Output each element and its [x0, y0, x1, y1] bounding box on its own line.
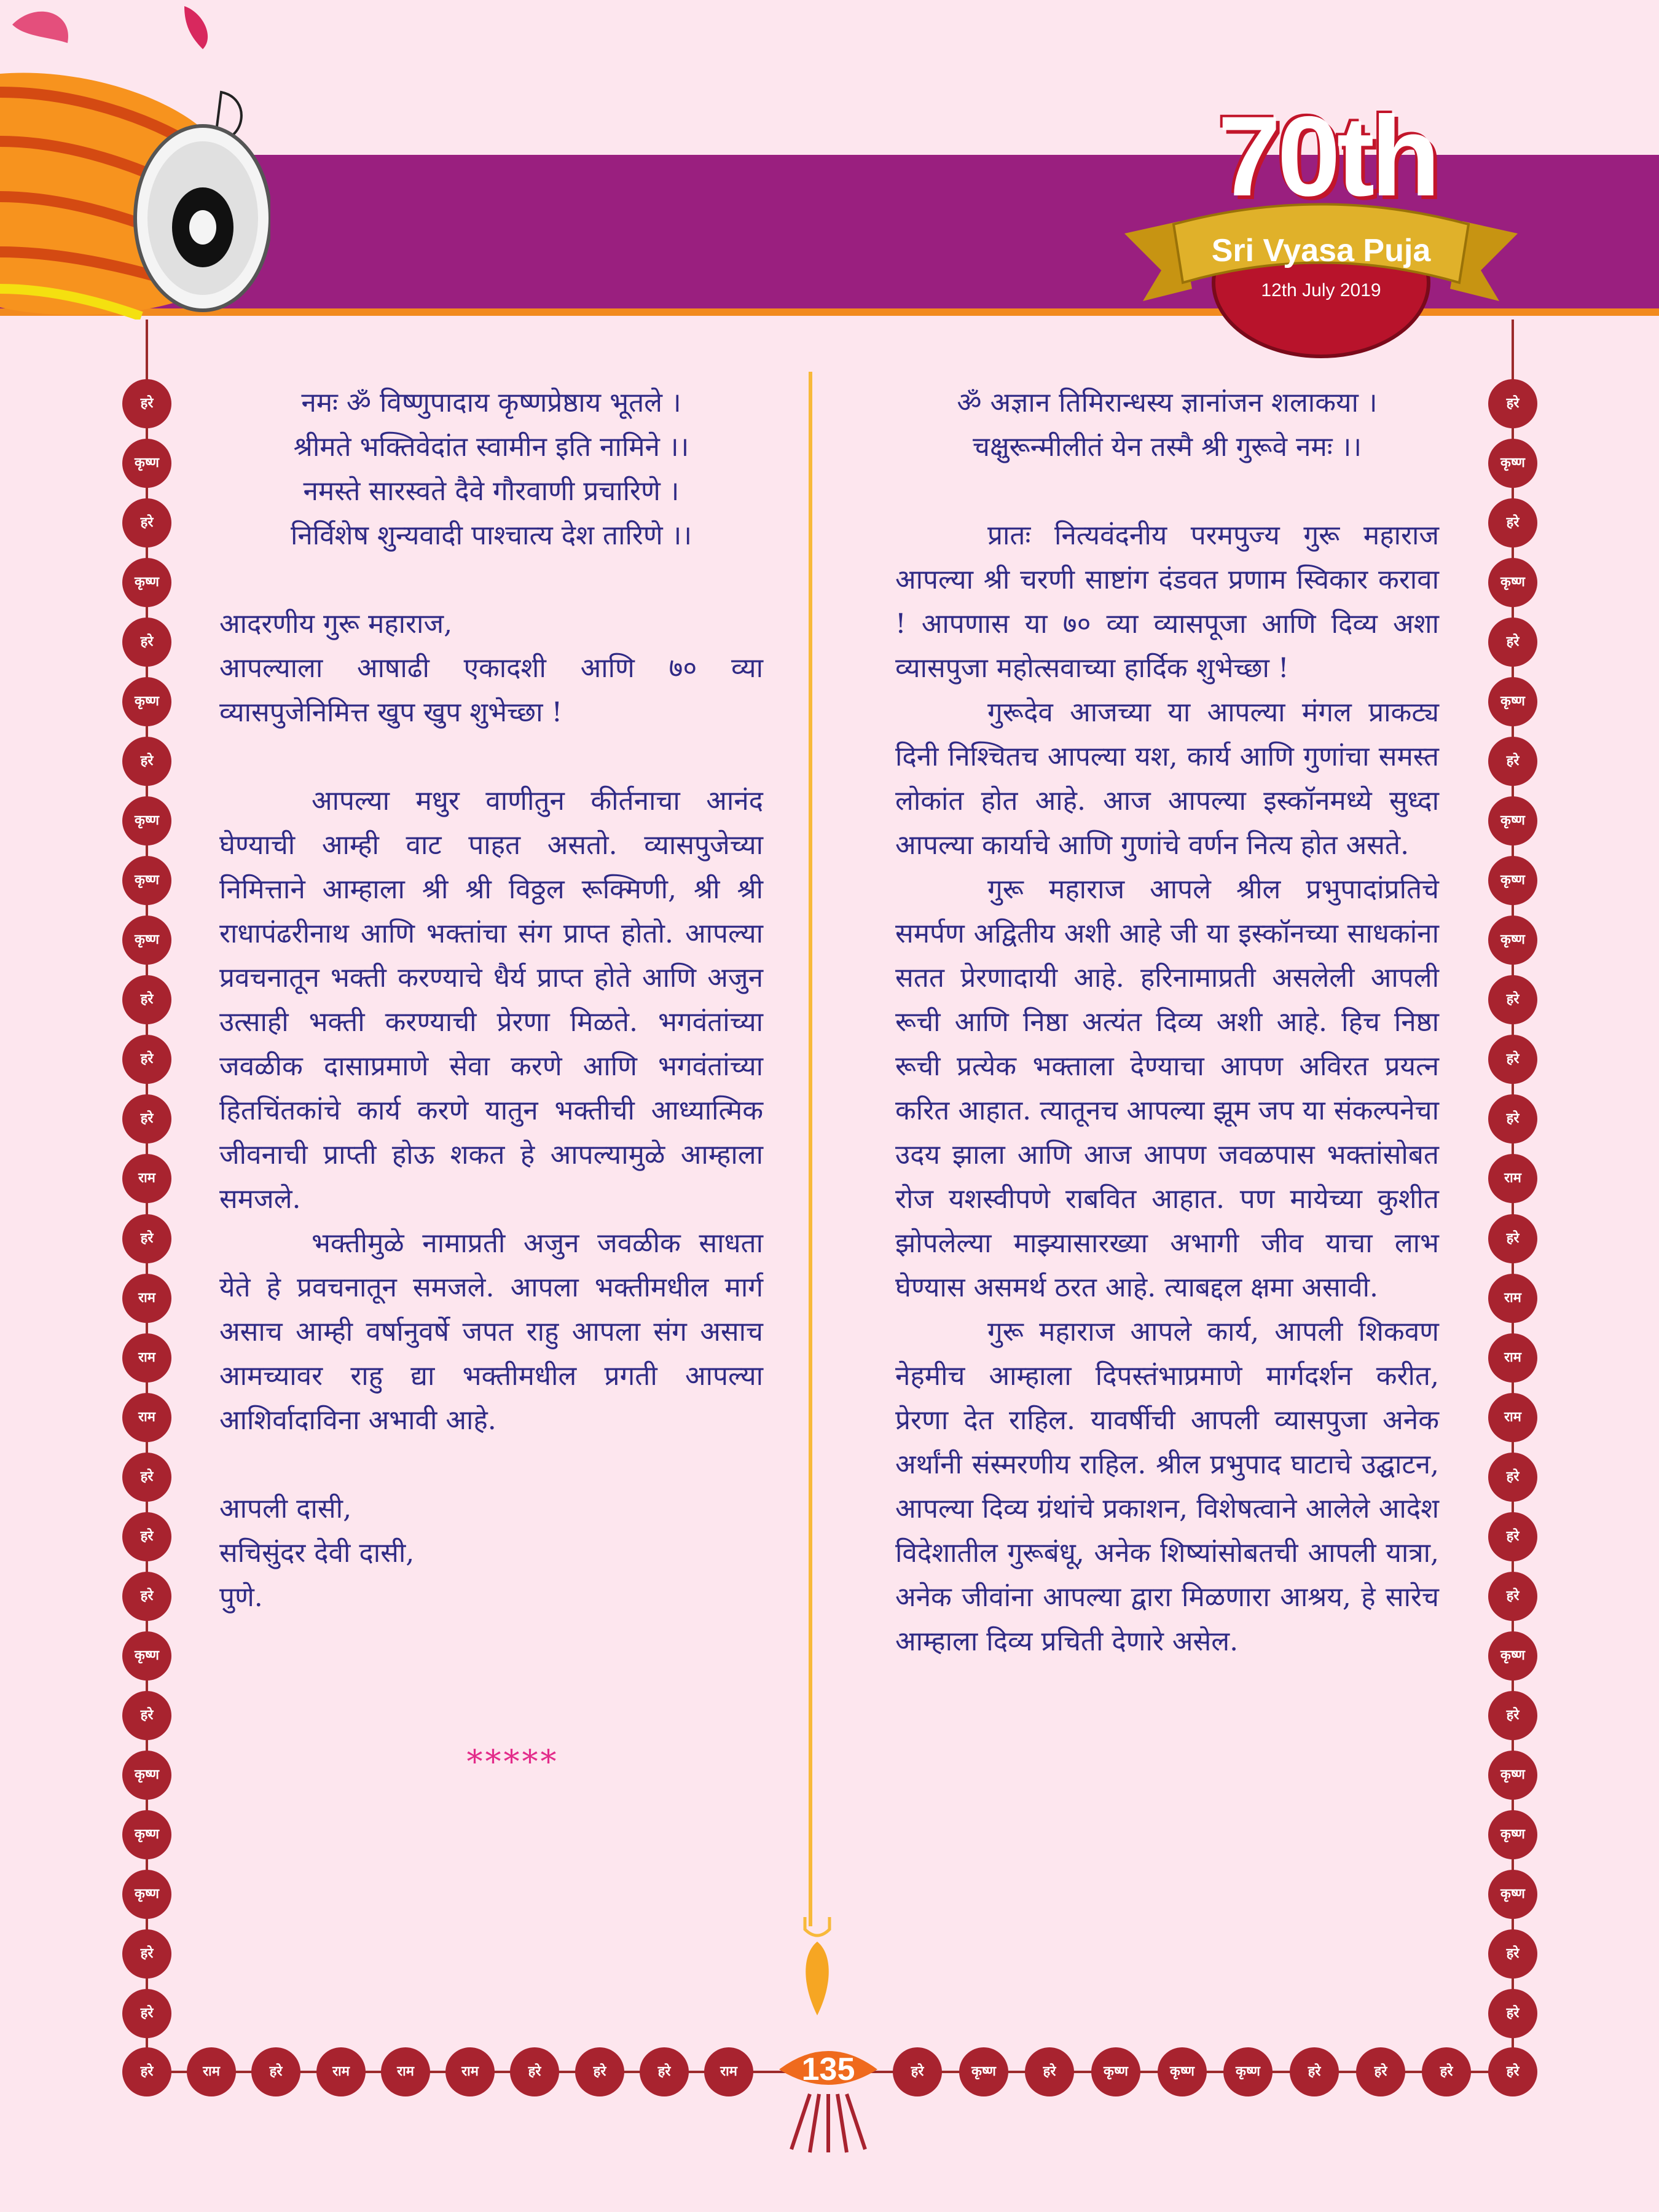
bead: हरे — [1488, 1989, 1537, 2038]
bead: कृष्ण — [122, 856, 171, 905]
bead: हरे — [1488, 1691, 1537, 1740]
bead: कृष्ण — [959, 2047, 1008, 2096]
bead: हरे — [122, 618, 171, 667]
bead: हरे — [640, 2047, 689, 2096]
bead: कृष्ण — [122, 439, 171, 488]
bead: कृष्ण — [1488, 796, 1537, 845]
bead: हरे — [122, 975, 171, 1024]
stars-divider: ***** — [466, 1744, 559, 1781]
paragraph: प्रातः नित्यवंदनीय परमपुज्य गुरू महाराज आपल्या श्री चरणी साष्टांग दंडवत प्रणाम स्विकार करावा ! आपणास या ७० व्या व्यासपूजा आणि दिव्य अशा व्यासपुजा महोत्सवाच्या हार्दिक शुभेच्छा ! — [895, 520, 1439, 684]
bead: कृष्ण — [1488, 916, 1537, 965]
bead: राम — [316, 2047, 366, 2096]
bead: राम — [122, 1154, 171, 1203]
badge-date: 12th July 2019 — [1261, 280, 1381, 300]
salutation: आदरणीय गुरू महाराज, — [219, 608, 453, 640]
bead: कृष्ण — [122, 1631, 171, 1681]
bead: हरे — [1422, 2047, 1471, 2096]
bead: हरे — [1488, 737, 1537, 786]
bead: कृष्ण — [1158, 2047, 1207, 2096]
bead: हरे — [251, 2047, 300, 2096]
bead: राम — [187, 2047, 236, 2096]
column-divider — [809, 372, 812, 1926]
bead: राम — [1488, 1333, 1537, 1382]
bead: हरे — [893, 2047, 942, 2096]
bead: कृष्ण — [1488, 677, 1537, 726]
bead: राम — [445, 2047, 495, 2096]
bead: हरे — [1290, 2047, 1339, 2096]
bead: राम — [1488, 1274, 1537, 1323]
bead: कृष्ण — [122, 558, 171, 607]
bead: हरे — [1488, 1512, 1537, 1561]
paragraph: गुरूदेव आजच्या या आपल्या मंगल प्राकट्य दिनी निश्चितच आपल्या यश, कार्य आणि गुणांचा समस्त लोकांत होत आहे. आज आपल्या इस्कॉनमध्ये सुध्दा आपल्या कार्याचे आणि गुणांचे वर्णन नित्य होत असते. — [895, 697, 1439, 861]
bead: कृष्ण — [122, 796, 171, 845]
bead: हरे — [122, 498, 171, 547]
bead: कृष्ण — [1223, 2047, 1273, 2096]
bead: कृष्ण — [1488, 856, 1537, 905]
bead: हरे — [1488, 1929, 1537, 1979]
page-number: 135 — [801, 2052, 855, 2087]
left-column — [219, 381, 763, 1816]
bead: हरे — [1025, 2047, 1074, 2096]
paragraph: गुरू महाराज आपले कार्य, आपली शिकवण नेहमीच आम्हाला दिपस्तंभाप्रमाणे मार्गदर्शन करीत, प्रेरणा देत राहिल. यावर्षीची आपली व्यासपुजा अनेक अर्थांनी संस्मरणीय राहिल. श्रील प्रभुपाद घाटाचे उद्घाटन, आपल्या दिव्य ग्रंथांचे प्रकाशन, विशेषत्वाने आलेले आदेश विदेशातील गुरूबंधू, अनेक शिष्यांसोबतची आपली यात्रा, अनेक जीवांना आपल्या द्वारा मिळणारा आश्रय, हे सारेच आम्हाला दिव्य प्रचिती देणारे असेल. — [895, 1316, 1439, 1657]
signature: सचिसुंदर देवी दासी, — [219, 1537, 415, 1569]
bead: हरे — [1488, 618, 1537, 667]
bead: कृष्ण — [1488, 1631, 1537, 1681]
verse-line: ॐ अज्ञान तिमिरान्धस्य ज्ञानांजन शलाकया । — [957, 387, 1378, 418]
bead: कृष्ण — [122, 677, 171, 726]
bead: कृष्ण — [1488, 1810, 1537, 1859]
bead: कृष्ण — [1091, 2047, 1140, 2096]
closing: आपली दासी, — [219, 1493, 352, 1524]
bead: हरे — [1488, 2047, 1537, 2096]
bead: हरे — [122, 1691, 171, 1740]
bead: हरे — [1488, 1094, 1537, 1143]
verse-line: नमस्ते सारस्वते दैवे गौरवाणी प्रचारिणे । — [303, 476, 680, 507]
paragraph: आपल्या मधुर वाणीतुन कीर्तनाचा आनंद घेण्याची आम्ही वाट पाहत असतो. व्यासपुजेच्या निमित्ताने आम्हाला श्री श्री विठ्ठल रूक्मिणी, श्री श्री राधापंढरीनाथ आणि भक्तांचा संग प्राप्त होतो. आपल्या प्रवचनातून भक्ती करण्याचे धैर्य प्राप्त होते आणि अजुन उत्साही भक्ती करण्याची प्रेरणा मिळते. भगवंतांच्या जवळीक दासाप्रमाणे सेवा करणे आणि भगवंतांच्या हितचिंतकांचे कार्य करणे यातुन भक्तीची आध्यात्मिक जीवनाची प्राप्ती होऊ शकत हे आपल्यामुळे आम्हाला समजले. — [219, 785, 763, 1215]
bead: राम — [1488, 1154, 1537, 1203]
paragraph: भक्तीमुळे नामाप्रती अजुन जवळीक साधता येते हे प्रवचनातून समजले. आपला भक्तीमधील मार्ग असाच आम्ही वर्षानुवर्षे जपत राहु आपला संग असाच आमच्यावर राहु द्या भक्तीमधील प्रगती आपल्या आशिर्वादाविना अभावी आहे. — [219, 1228, 763, 1436]
bead: हरे — [1356, 2047, 1405, 2096]
bead: हरे — [122, 1453, 171, 1502]
bead: हरे — [1488, 1453, 1537, 1502]
tilak-drop-icon — [799, 1917, 836, 2015]
paragraph: गुरू महाराज आपले श्रील प्रभुपादांप्रतिचे समर्पण अद्वितीय अशी आहे जी या इस्कॉनच्या साधकांना सतत प्रेरणादायी आहे. हरिनामाप्रती असलेली आपली रूची आणि निष्ठा अत्यंत दिव्य अशी आहे. हिच निष्ठा रूची प्रत्येक भक्ताला देण्याचा आपण अविरत प्रयत्न करित आहात. त्यातूनच आपल्या झूम जप या संकल्पनेचा उदय झाला आणि आज आपण जवळपास भक्तांसोबत रोज यशस्वीपणे राबवित आहात. पण मायेच्या कुशीत झोपलेल्या माझ्यासारख्या अभागी जीव याचा लाभ घेण्यास असमर्थ ठरत आहे. त्याबद्दल क्षमा असावी. — [895, 874, 1439, 1303]
bead: कृष्ण — [122, 916, 171, 965]
bead: हरे — [122, 379, 171, 428]
bead: कृष्ण — [1488, 1870, 1537, 1919]
bead: हरे — [122, 1572, 171, 1621]
bead: हरे — [122, 1512, 171, 1561]
verse-line: चक्षुरून्मीलीतं येन तस्मै श्री गुरूवे नमः ।। — [973, 431, 1362, 463]
greeting: आपल्याला आषाढी एकादशी आणि ७० व्या व्यासपुजेनिमित्त खुप खुप शुभेच्छा ! — [219, 653, 763, 728]
bead: हरे — [122, 1214, 171, 1263]
bead: कृष्ण — [1488, 1751, 1537, 1800]
bead: हरे — [1488, 379, 1537, 428]
bead: राम — [381, 2047, 430, 2096]
bead: हरे — [122, 1929, 171, 1979]
bead: हरे — [1488, 1214, 1537, 1263]
bead: कृष्ण — [1488, 558, 1537, 607]
verse-line: श्रीमते भक्तिवेदांत स्वामीन इति नामिने ।। — [293, 431, 689, 463]
bead: हरे — [575, 2047, 624, 2096]
verse-line: निर्विशेष शुन्यवादी पाश्चात्य देश तारिणे ।। — [290, 520, 692, 551]
bead: राम — [122, 1274, 171, 1323]
anniversary-badge — [1106, 86, 1536, 369]
badge-number: 70th — [1217, 93, 1437, 220]
right-column — [895, 381, 1439, 1664]
bead: हरे — [1488, 975, 1537, 1024]
bead: राम — [704, 2047, 753, 2096]
place: पुणे. — [219, 1582, 263, 1613]
bead: हरे — [122, 1094, 171, 1143]
bead: हरे — [1488, 498, 1537, 547]
bead: कृष्ण — [1488, 439, 1537, 488]
bead: हरे — [122, 737, 171, 786]
verse-line: नमः ॐ विष्णुपादाय कृष्णप्रेष्ठाय भूतले । — [301, 387, 681, 418]
bead: राम — [1488, 1393, 1537, 1442]
bead: राम — [122, 1333, 171, 1382]
badge-title: Sri Vyasa Puja — [1211, 233, 1431, 269]
page-number-badge — [767, 2033, 890, 2155]
bead: हरे — [122, 2047, 171, 2096]
bead: हरे — [510, 2047, 559, 2096]
dholak-drum-icon — [0, 0, 270, 320]
bead: हरे — [122, 1035, 171, 1084]
bead: कृष्ण — [122, 1810, 171, 1859]
bead: हरे — [1488, 1035, 1537, 1084]
bead: राम — [122, 1393, 171, 1442]
bead: कृष्ण — [122, 1870, 171, 1919]
bead: कृष्ण — [122, 1751, 171, 1800]
bead: हरे — [1488, 1572, 1537, 1621]
bead: हरे — [122, 1989, 171, 2038]
